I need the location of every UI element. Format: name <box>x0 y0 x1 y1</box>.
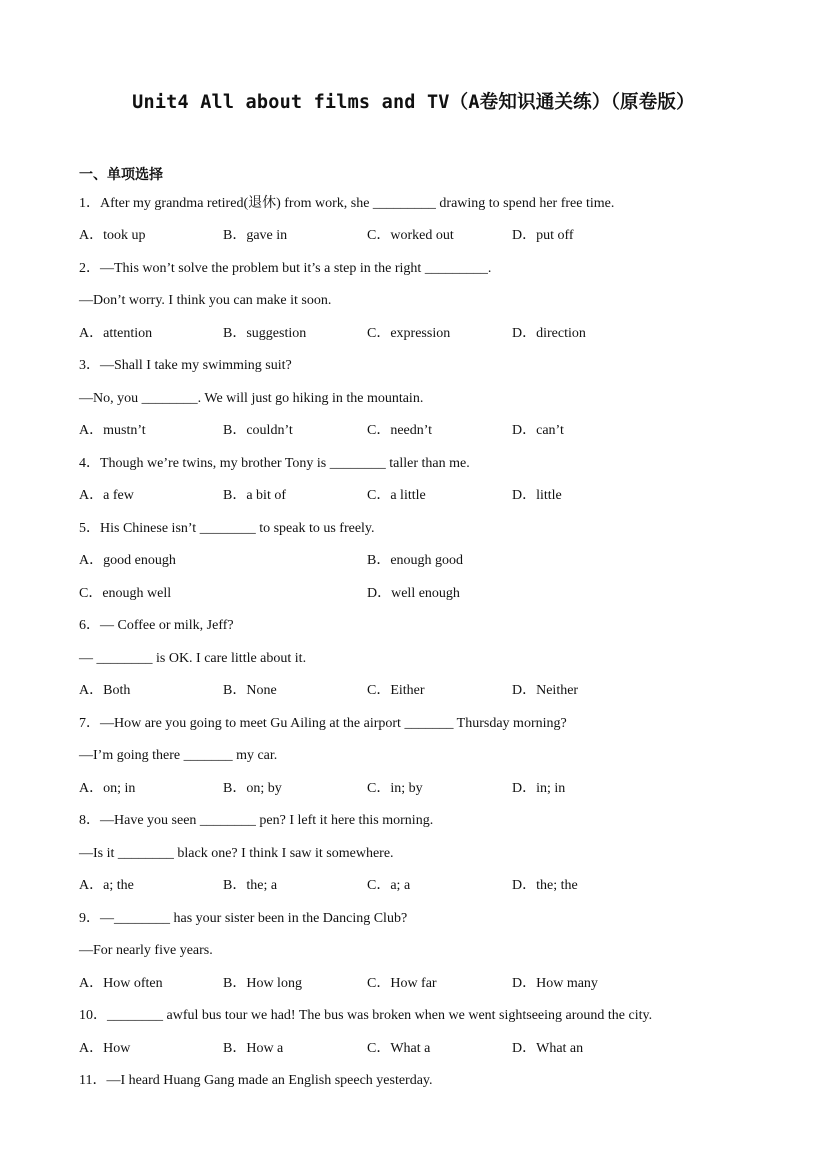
question-3-option-a: A．mustn’t <box>79 423 146 438</box>
document-title: Unit4 All about films and TV（A卷知识通关练）（原卷版） <box>132 92 695 113</box>
question-5-option-b: B．enough good <box>367 553 464 568</box>
question-8-option-d: D．the; the <box>512 878 578 893</box>
question-2-option-a: A．attention <box>79 326 153 341</box>
question-4-option-a: A．a few <box>79 488 134 503</box>
question-2-stem-reply: —Don’t worry. I think you can make it soon. <box>79 293 332 308</box>
question-11-stem: 11．—I heard Huang Gang made an English speech yesterday. <box>79 1073 433 1088</box>
question-7-option-b: B．on; by <box>223 781 282 796</box>
question-1-option-d: D．put off <box>512 228 574 243</box>
question-5-option-d: D．well enough <box>367 586 460 601</box>
question-7-stem-reply: —I’m going there _______ my car. <box>79 748 278 763</box>
question-3-option-b: B．couldn’t <box>223 423 293 438</box>
question-6-option-b: B．None <box>223 683 277 698</box>
question-6-stem: 6．— Coffee or milk, Jeff? <box>79 618 234 633</box>
question-5-option-c: C．enough well <box>79 586 172 601</box>
question-5-option-a: A．good enough <box>79 553 176 568</box>
section-heading: 一、单项选择 <box>79 167 163 183</box>
question-7-option-a: A．on; in <box>79 781 136 796</box>
question-6-option-d: D．Neither <box>512 683 579 698</box>
question-1-option-c: C．worked out <box>367 228 454 243</box>
question-7-stem: 7．—How are you going to meet Gu Ailing at the airport _______ Thursday morning? <box>79 716 567 731</box>
question-3-stem-reply: —No, you ________. We will just go hiking in the mountain. <box>79 391 424 406</box>
question-4-option-c: C．a little <box>367 488 426 503</box>
question-8-stem-reply: —Is it ________ black one? I think I saw it somewhere. <box>79 846 394 861</box>
question-10-option-d: D．What an <box>512 1041 584 1056</box>
question-2-option-c: C．expression <box>367 326 451 341</box>
question-9-option-b: B．How long <box>223 976 302 991</box>
question-9-option-c: C．How far <box>367 976 437 991</box>
question-7-option-c: C．in; by <box>367 781 423 796</box>
question-8-option-c: C．a; a <box>367 878 411 893</box>
question-10-option-b: B．How a <box>223 1041 284 1056</box>
question-2-stem: 2．—This won’t solve the problem but it’s a step in the right _________. <box>79 261 492 276</box>
question-6-option-a: A．Both <box>79 683 131 698</box>
question-2-option-d: D．direction <box>512 326 586 341</box>
question-7-option-d: D．in; in <box>512 781 566 796</box>
question-5-stem: 5．His Chinese isn’t ________ to speak to us freely. <box>79 521 375 536</box>
question-1-option-b: B．gave in <box>223 228 288 243</box>
question-8-option-b: B．the; a <box>223 878 278 893</box>
question-10-option-a: A．How <box>79 1041 131 1056</box>
question-4-option-d: D．little <box>512 488 562 503</box>
question-6-option-c: C．Either <box>367 683 425 698</box>
question-9-option-d: D．How many <box>512 976 598 991</box>
question-9-option-a: A．How often <box>79 976 163 991</box>
question-4-stem: 4．Though we’re twins, my brother Tony is ________ taller than me. <box>79 456 470 471</box>
question-8-stem: 8．—Have you seen ________ pen? I left it here this morning. <box>79 813 434 828</box>
question-2-option-b: B．suggestion <box>223 326 307 341</box>
question-3-stem: 3．—Shall I take my swimming suit? <box>79 358 292 373</box>
question-8-option-a: A．a; the <box>79 878 134 893</box>
question-3-option-d: D．can’t <box>512 423 564 438</box>
question-9-stem-reply: —For nearly five years. <box>79 943 213 958</box>
question-10-stem: 10．________ awful bus tour we had! The bus was broken when we went sightseeing around the city. <box>79 1008 653 1023</box>
question-4-option-b: B．a bit of <box>223 488 286 503</box>
question-3-option-c: C．needn’t <box>367 423 433 438</box>
question-1-option-a: A．took up <box>79 228 146 243</box>
question-1-stem: 1．After my grandma retired(退休) from work, she _________ drawing to spend her free time. <box>79 196 615 211</box>
question-10-option-c: C．What a <box>367 1041 431 1056</box>
question-6-stem-reply: — ________ is OK. I care little about it. <box>79 651 307 666</box>
question-9-stem: 9．—________ has your sister been in the Dancing Club? <box>79 911 408 926</box>
